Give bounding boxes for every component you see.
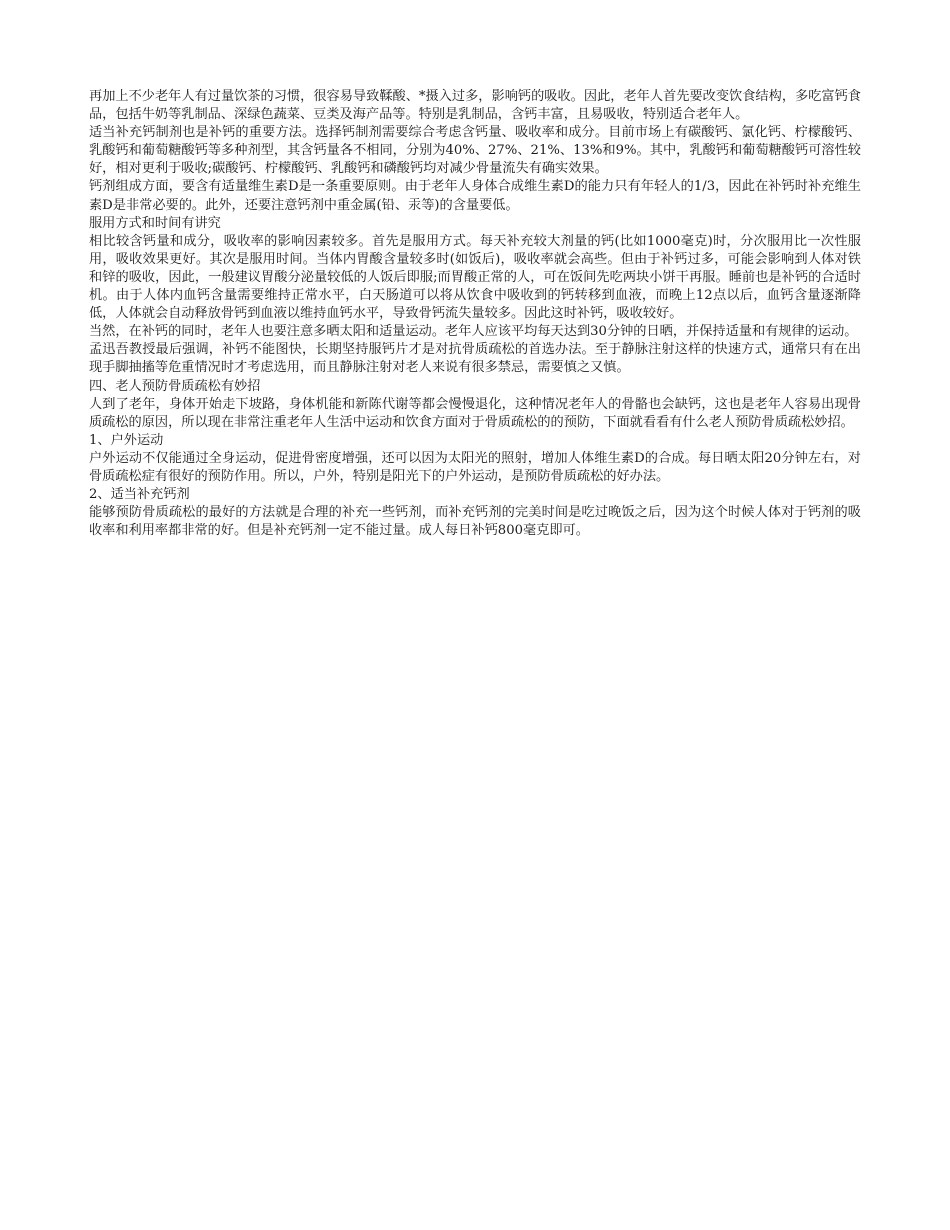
paragraph-professor-advice: 孟迅吾教授最后强调，补钙不能图快，长期坚持服钙片才是对抗骨质疏松的首选办法。至于静脉注射这样的快速方式，通常只有在出现手脚抽搐等危重情况时才考虑选用，而且静脉注射对老人来说有很多禁忌，需要慎之又慎。 — [89, 342, 861, 376]
paragraph-outdoor-exercise: 户外运动不仅能通过全身运动，促进骨密度增强，还可以因为太阳光的照射，增加人体维生素D的合成。每日晒太阳20分钟左右，对骨质疏松症有很好的预防作用。所以，户外，特别是阳光下的户外运动，是预防骨质疏松的好办法。 — [89, 450, 861, 484]
paragraph-aging-intro: 人到了老年，身体开始走下坡路，身体机能和新陈代谢等都会慢慢退化，这种情况老年人的骨骼也会缺钙，这也是老年人容易出现骨质疏松的原因，所以现在非常注重老年人生活中运动和饮食方面对于骨质疏松的的预防，下面就看看有什么老人预防骨质疏松妙招。 — [89, 396, 861, 430]
section-heading-prevention-tips: 四、老人预防骨质疏松有妙招 — [89, 378, 261, 394]
paragraph-vitamin-d: 钙剂组成方面，要含有适量维生素D是一条重要原则。由于老年人身体合成维生素D的能力只有年轻人的1/3，因此在补钙时补充维生素D是非常必要的。此外，还要注意钙剂中重金属(铅、汞等)的含量要低。 — [89, 179, 861, 213]
section-heading-dosage-timing: 服用方式和时间有讲究 — [89, 215, 221, 231]
paragraph-calcium-intake: 能够预防骨质疏松的最好的方法就是合理的补充一些钙剂，而补充钙剂的完美时间是吃过晚饭之后，因为这个时候人体对于钙剂的吸收率和利用率都非常的好。但是补充钙剂一定不能过量。成人每日补钙800毫克即可。 — [89, 505, 861, 539]
paragraph-absorption: 相比较含钙量和成分，吸收率的影响因素较多。首先是服用方式。每天补充较大剂量的钙(比如1000毫克)时，分次服用比一次性服用，吸收效果更好。其次是服用时间。当体内胃酸含量较多时(如饭后)，吸收率就会高些。但由于补钙过多，可能会影响到人体对铁和锌的吸收，因此，一般建议胃酸分泌量较低的人饭后即服;而胃酸正常的人，可在饭间先吃两块小饼干再服。睡前也是补钙的合适时机。由于人体内血钙含量需要维持正常水平，白天肠道可以将从饮食中吸收到的钙转移到血液，而晚上12点以后，血钙含量逐渐降低，人体就会自动释放骨钙到血液以维持血钙水平，导致骨钙流失量较多。因此这时补钙，吸收较好。 — [89, 233, 861, 322]
paragraph-calcium-supplements: 适当补充钙制剂也是补钙的重要方法。选择钙制剂需要综合考虑含钙量、吸收率和成分。目前市场上有碳酸钙、氯化钙、柠檬酸钙、乳酸钙和葡萄糖酸钙等多种剂型，其含钙量各不相同，分别为40%、27%、21%、13%和9%。其中，乳酸钙和葡萄糖酸钙可溶性较好，相对更利于吸收;碳酸钙、柠檬酸钙、乳酸钙和磷酸钙均对减少骨量流失有确实效果。 — [89, 125, 861, 177]
subheading-calcium-intake: 2、适当补充钙剂 — [89, 487, 190, 503]
subheading-outdoor-exercise: 1、户外运动 — [89, 432, 164, 448]
paragraph-sunlight-exercise: 当然，在补钙的同时，老年人也要注意多晒太阳和适量运动。老年人应该平均每天达到30分钟的日晒，并保持适量和有规律的运动。 — [89, 324, 858, 340]
document-body — [89, 88, 861, 540]
paragraph-diet: 再加上不少老年人有过量饮茶的习惯，很容易导致鞣酸、*摄入过多，影响钙的吸收。因此，老年人首先要改变饮食结构，多吃富钙食品，包括牛奶等乳制品、深绿色蔬菜、豆类及海产品等。特别是乳制品，含钙丰富，且易吸收，特别适合老年人。 — [89, 89, 861, 123]
